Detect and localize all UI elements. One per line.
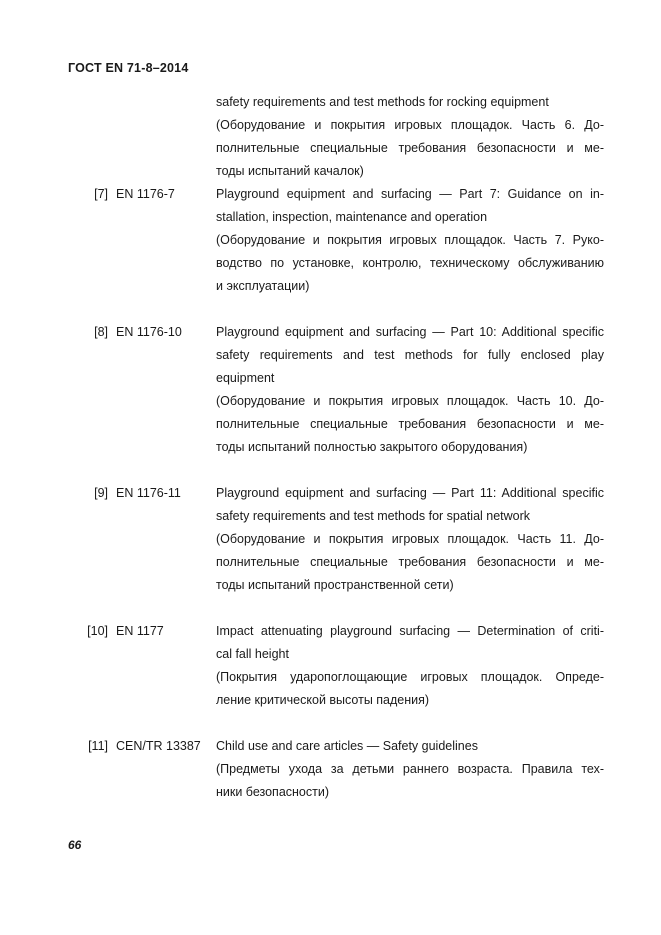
ref-11-code: CEN/TR 13387: [116, 739, 201, 753]
ref-10-number: [10]: [87, 624, 108, 638]
ref-9-number: [9]: [94, 486, 108, 500]
ref-9-line-4: полнительные специальные требования безопасности и ме-: [216, 555, 604, 569]
ref-8-line-5: полнительные специальные требования безопасности и ме-: [216, 417, 604, 431]
ref-10-code: EN 1177: [116, 624, 164, 638]
ref-7-line-4: водство по установке, контролю, техническому обслуживанию: [216, 256, 604, 270]
ref-8-line-6: тоды испытаний полностью закрытого оборудования): [216, 440, 528, 454]
ref-8-number: [8]: [94, 325, 108, 339]
ref-8-line-4: (Оборудование и покрытия игровых площадок. Часть 10. До-: [216, 394, 604, 408]
ref-10-line-2: cal fall height: [216, 647, 289, 661]
document-header: ГОСТ EN 71-8–2014: [68, 61, 189, 75]
ref-8-code: EN 1176-10: [116, 325, 182, 339]
ref-9-code: EN 1176-11: [116, 486, 181, 500]
ref-11-line-1: Child use and care articles — Safety guidelines: [216, 739, 478, 753]
ref-7-number: [7]: [94, 187, 108, 201]
ref-9-line-2: safety requirements and test methods for spatial network: [216, 509, 531, 523]
ref-9-line-3: (Оборудование и покрытия игровых площадок. Часть 11. До-: [216, 532, 604, 546]
ref-9-line-1: Playground equipment and surfacing — Part 11: Additional specific: [216, 486, 604, 500]
ref-10-line-3: (Покрытия ударопоглощающие игровых площадок. Опреде-: [216, 670, 604, 684]
ref-10-line-1: Impact attenuating playground surfacing — Determination of criti-: [216, 624, 604, 638]
ref-7-line-3: (Оборудование и покрытия игровых площадок. Часть 7. Руко-: [216, 233, 604, 247]
ref-6-line-1: safety requirements and test methods for rocking equipment: [216, 95, 549, 109]
ref-6-line-3: полнительные специальные требования безопасности и ме-: [216, 141, 604, 155]
ref-10-line-4: ление критической высоты падения): [216, 693, 430, 707]
ref-6-line-2: (Оборудование и покрытия игровых площадок. Часть 6. До-: [216, 118, 604, 132]
ref-9-line-5: тоды испытаний пространственной сети): [216, 578, 454, 592]
ref-6-line-4: тоды испытаний качалок): [216, 164, 364, 178]
ref-7-code: EN 1176-7: [116, 187, 175, 201]
ref-7-line-5: и эксплуатации): [216, 279, 310, 293]
ref-7-line-2: stallation, inspection, maintenance and operation: [216, 210, 488, 224]
ref-8-line-2: safety requirements and test methods for fully enclosed play: [216, 348, 604, 362]
ref-8-line-1: Playground equipment and surfacing — Part 10: Additional specific: [216, 325, 604, 339]
ref-11-line-3: ники безопасности): [216, 785, 329, 799]
page-number: 66: [68, 838, 82, 852]
ref-11-number: [11]: [88, 739, 108, 753]
ref-7-line-1: Playground equipment and surfacing — Part 7: Guidance on in-: [216, 187, 604, 201]
ref-8-line-3: equipment: [216, 371, 275, 385]
ref-11-line-2: (Предметы ухода за детьми раннего возраста. Правила тех-: [216, 762, 604, 776]
